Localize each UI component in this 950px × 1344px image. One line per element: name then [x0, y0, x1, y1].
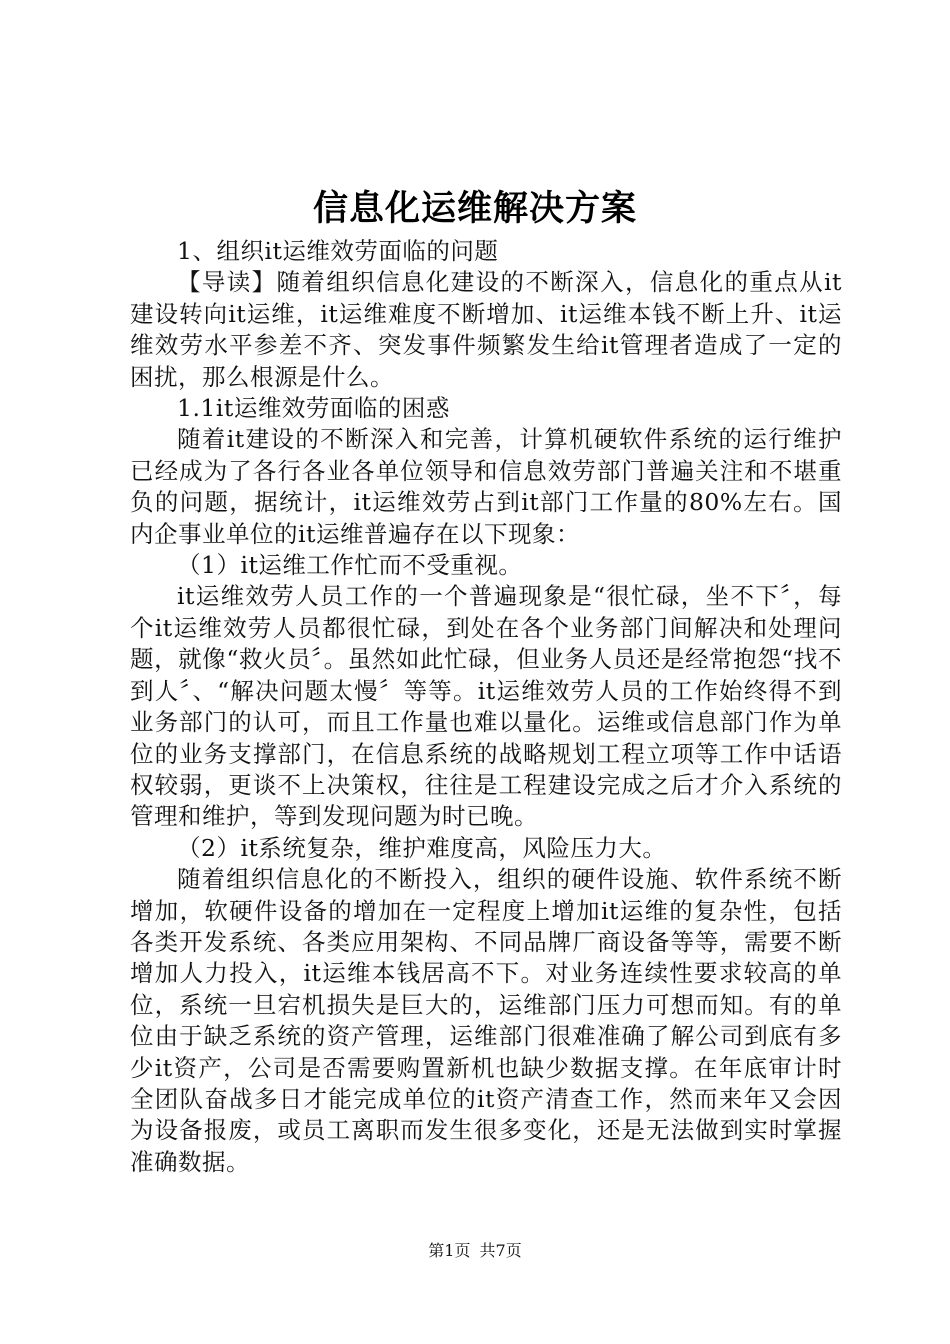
body-paragraph: 随着组织信息化的不断投入，组织的硬件设施、软件系统不断增加，软硬件设备的增加在一定程度上增加it运维的复杂性，包括各类开发系统、各类应用架构、不同品牌厂商设备等等，需要不断增加人力投入，it运维本钱居高不下。对业务连续性要求较高的单位，系统一旦宕机损失是巨大的，运维部门压力可想而知。有的单位由于缺乏系统的资产管理，运维部门很难准确了解公司到底有多少it资产，公司是否需要购置新机也缺少数据支撑。在年底审计时全团队奋战多日才能完成单位的it资产清查工作，然而来年又会因为设备报废，或员工离职而发生很多变化，还是无法做到实时掌握准确数据。 — [130, 865, 842, 1176]
subsection-heading: 1.1it运维效劳面临的困惑 — [177, 394, 450, 423]
page-number: 第1页 — [428, 1241, 471, 1260]
body-paragraph: it运维效劳人员工作的一个普遍现象是“很忙碌，坐不下〞，每个it运维效劳人员都很忙碌，到处在各个业务部门间解决和处理问题，就像“救火员〞。虽然如此忙碌，但业务人员还是经常抱怨“找不到人〞、“解决问题太慢〞等等。it运维效劳人员的工作始终得不到业务部门的认可，而且工作量也难以量化。运维或信息部门作为单位的业务支撑部门，在信息系统的战略规划工程立项等工作中话语权较弱，更谈不上决策权，往往是工程建设完成之后才介入系统的管理和维护，等到发现问题为时已晚。 — [130, 582, 842, 831]
page-total: 共7页 — [479, 1241, 522, 1260]
body-paragraph: 随着it建设的不断深入和完善，计算机硬软件系统的运行维护已经成为了各行各业各单位领导和信息效劳部门普遍关注和不堪重负的问题，据统计，it运维效劳占到it部门工作量的80%左右。国内企事业单位的it运维普遍存在以下现象： — [130, 425, 842, 548]
document-title: 信息化运维解决方案 — [312, 188, 637, 229]
section-heading: 1、组织it运维效劳面临的问题 — [177, 237, 499, 265]
intro-paragraph: 【导读】随着组织信息化建设的不断深入，信息化的重点从it建设转向it运维，it运维难度不断增加、it运维本钱不断上升、it运维效劳水平参差不齐、突发事件频繁发生给it管理者造成了一定的困扰，那么根源是什么。 — [130, 268, 842, 391]
list-item-heading: （2）it系统复杂，维护难度高，风险压力大。 — [177, 833, 667, 862]
page-footer — [0, 1240, 950, 1262]
list-item-heading: （1）it运维工作忙而不受重视。 — [177, 551, 523, 580]
document-body — [130, 236, 842, 1178]
